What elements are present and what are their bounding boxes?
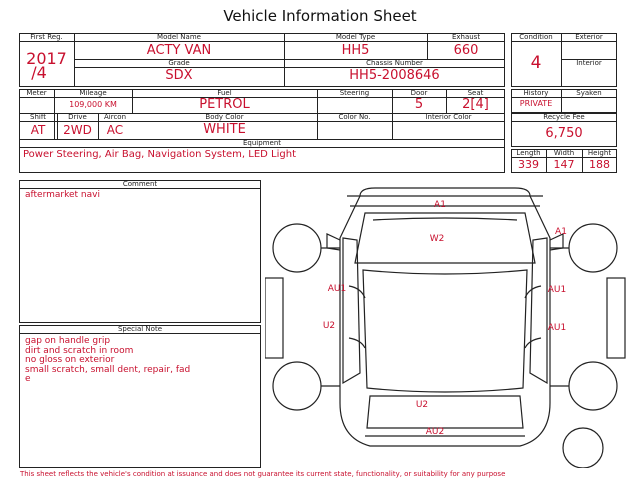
aircon-value: AC (106, 123, 124, 137)
disclaimer-footer: This sheet reflects the vehicle's condition at issuance and does not guarantee its current state, functionality, or suitability for any purpose (20, 470, 506, 478)
fuel-label: Fuel (217, 89, 232, 97)
fuel-value: PETROL (199, 97, 250, 112)
damage-mark: AU1 (547, 285, 567, 295)
model-type-label: Model Type (335, 33, 376, 41)
equipment-value: Power Steering, Air Bag, Navigation System, LED Light (23, 149, 297, 160)
shift-label: Shift (30, 113, 46, 121)
damage-mark: W2 (429, 234, 445, 244)
history-label: History (523, 89, 549, 97)
length-label: Length (516, 149, 541, 157)
syaken-label: Syaken (576, 89, 602, 97)
height-label: Height (587, 149, 612, 157)
interior-color-label: Interior Color (425, 113, 472, 121)
exterior-label: Exterior (575, 33, 603, 41)
length-value: 339 (518, 158, 539, 171)
damage-mark: U2 (415, 400, 429, 410)
equipment-label: Equipment (243, 139, 281, 147)
mileage-label: Mileage (79, 89, 107, 97)
condition-label: Condition (519, 33, 553, 41)
shift-value: AT (30, 123, 46, 137)
door-value: 5 (414, 97, 424, 112)
chassis-number-value: HH5-2008646 (349, 68, 440, 83)
damage-mark: A1 (434, 200, 446, 210)
body-color-label: Body Color (205, 113, 244, 121)
special-note-label: Special Note (117, 325, 163, 333)
first-reg-year: 2017 (26, 49, 67, 68)
damage-mark: AU1 (327, 284, 347, 294)
exhaust-value: 660 (453, 43, 479, 58)
drive-label: Drive (68, 113, 87, 121)
width-value: 147 (553, 158, 575, 171)
seat-label: Seat (467, 89, 484, 97)
damage-mark: A1 (555, 227, 567, 237)
history-value: PRIVATE (519, 99, 553, 108)
exhaust-label: Exhaust (451, 33, 481, 41)
comment-label: Comment (122, 180, 158, 188)
drive-value: 2WD (63, 123, 92, 137)
grade-value: SDX (165, 68, 193, 83)
damage-mark: AU2 (425, 427, 445, 437)
meter-label: Meter (26, 89, 47, 97)
mileage-value: 109,000 KM (69, 100, 117, 109)
aircon-label: Aircon (103, 113, 127, 121)
sheet-title: Vehicle Information Sheet (223, 7, 417, 25)
special-note-text: gap on handle grip dirt and scratch in room no gloss on exterior small scratch, small dent, repair, fad e (25, 336, 191, 384)
first-reg-label: First Reg. (30, 33, 63, 41)
body-color-value: WHITE (203, 122, 246, 137)
recycle-fee-value: 6,750 (545, 126, 583, 141)
width-label: Width (553, 149, 575, 157)
grade-label: Grade (168, 59, 190, 67)
model-type-value: HH5 (341, 43, 370, 58)
steering-label: Steering (339, 89, 370, 97)
recycle-fee-label: Recycle Fee (543, 113, 585, 121)
damage-mark: AU1 (547, 323, 567, 333)
door-label: Door (410, 89, 428, 97)
comment-text: aftermarket navi (25, 190, 100, 200)
color-no-label: Color No. (338, 113, 371, 121)
interior-label: Interior (576, 59, 602, 67)
model-name-value: ACTY VAN (146, 43, 212, 58)
height-value: 188 (589, 158, 610, 171)
first-reg-month: /4 (31, 63, 47, 82)
seat-value: 2[4] (462, 97, 489, 112)
comment-box (19, 180, 261, 323)
model-name-label: Model Name (157, 33, 201, 41)
damage-mark: U2 (322, 321, 336, 331)
vehicle-damage-diagram (265, 178, 630, 468)
chassis-number-label: Chassis Number (366, 59, 423, 67)
condition-value: 4 (530, 53, 542, 73)
